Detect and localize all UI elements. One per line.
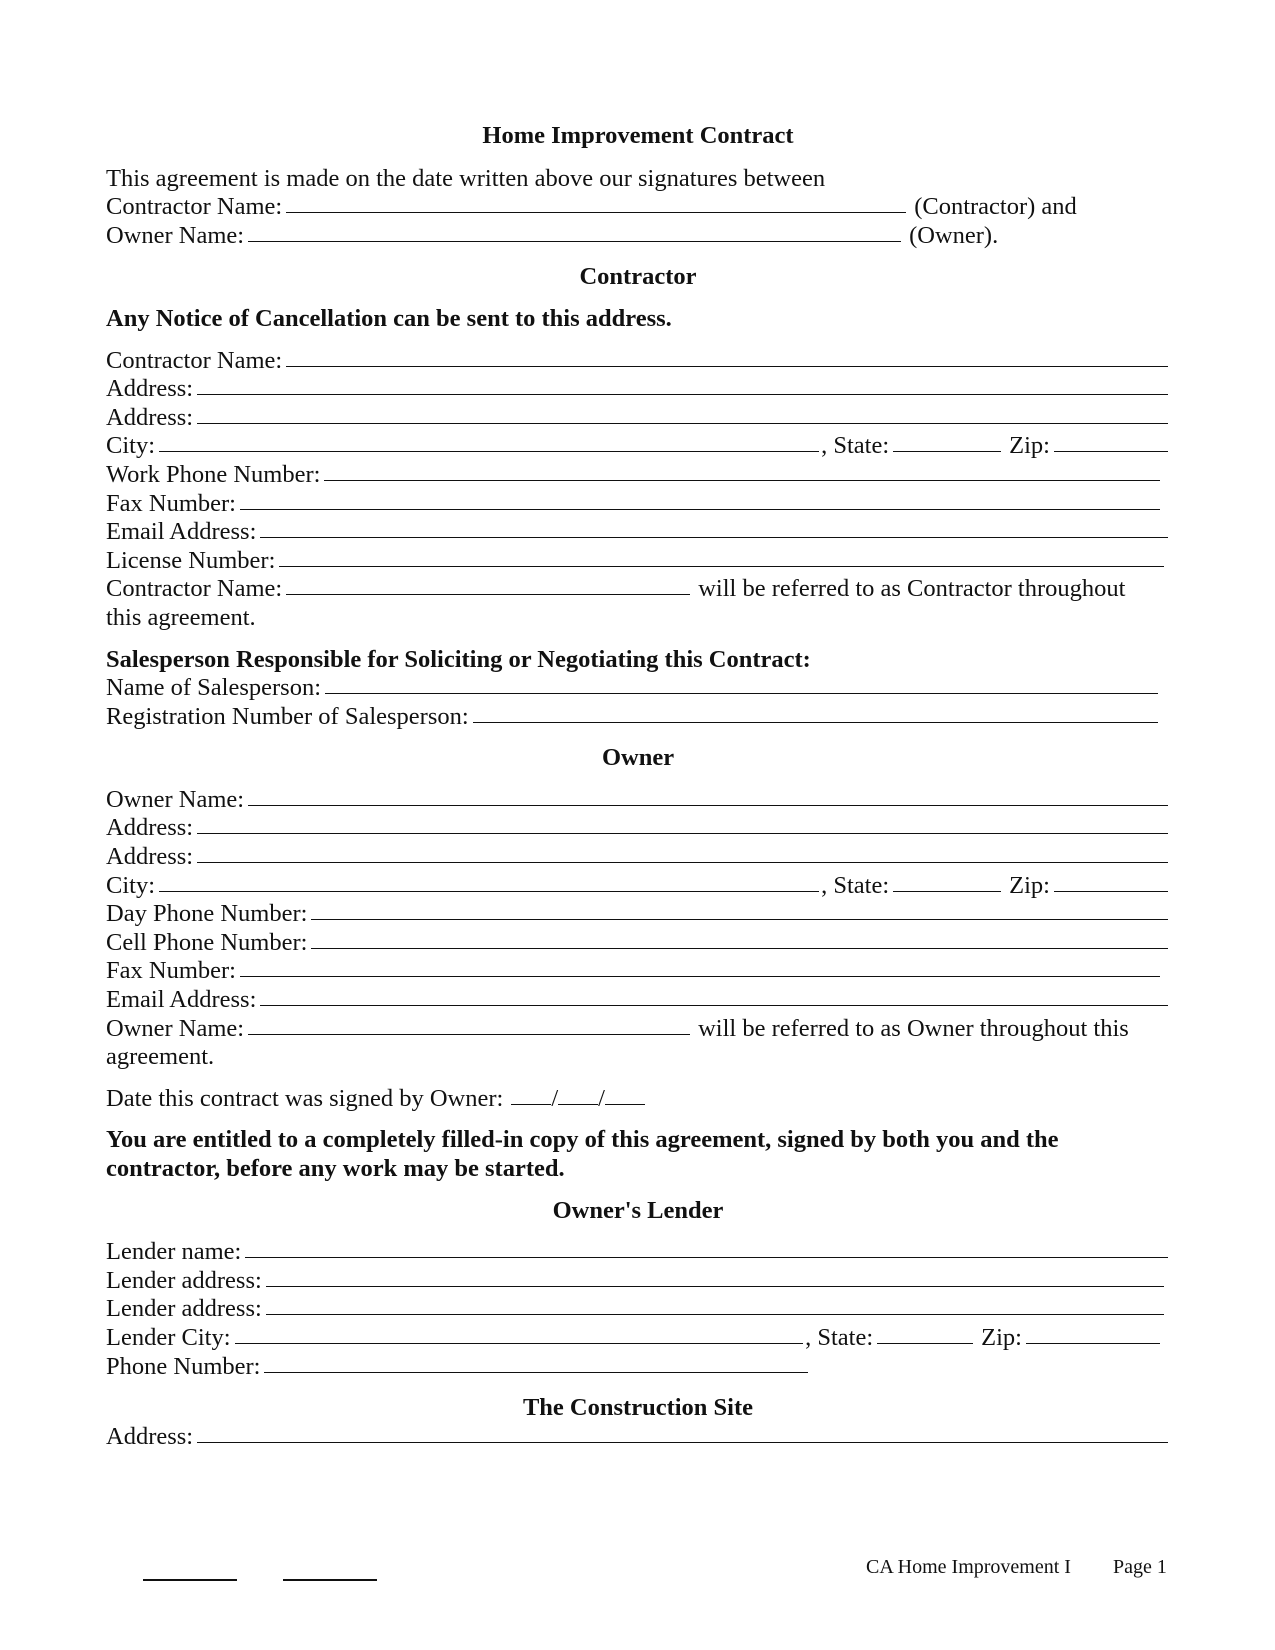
- intro-line: This agreement is made on the date written above our signatures between: [106, 164, 826, 192]
- contractor-referred-suffix: will be referred to as Contractor throughout: [698, 575, 1126, 603]
- owner-email-field[interactable]: [260, 985, 1168, 1006]
- owner-address2-row: [106, 843, 1170, 872]
- contractor-fax-row: [106, 490, 1170, 519]
- salesperson-registration-label: Registration Number of Salesperson:: [106, 702, 469, 730]
- intro-contractor-label: Contractor Name:: [106, 193, 283, 221]
- intro-owner-suffix: (Owner).: [909, 221, 999, 249]
- construction-site-address-field[interactable]: [197, 1422, 1168, 1443]
- owner-referred-name-field[interactable]: [248, 1014, 690, 1035]
- cancellation-notice: Any Notice of Cancellation can be sent to this address.: [106, 304, 672, 332]
- lender-address1-label: Lender address:: [106, 1266, 262, 1294]
- owner-referred-continuation: agreement.: [106, 1043, 215, 1071]
- contractor-fax-label: Fax Number:: [106, 489, 236, 517]
- lender-name-label: Lender name:: [106, 1238, 242, 1266]
- contractor-address2-label: Address:: [106, 403, 194, 431]
- contractor-license-field[interactable]: [279, 546, 1164, 567]
- entitlement-notice: You are entitled to a completely filled-in copy of this agreement, signed by both you and the contractor, before any work may be started.: [106, 1126, 1059, 1182]
- owner-city-row: [106, 872, 1170, 901]
- contractor-email-row: [106, 518, 1170, 547]
- owner-fax-field[interactable]: [240, 956, 1160, 977]
- lender-address2-row: [106, 1295, 1170, 1324]
- owner-zip-label: Zip:: [1009, 871, 1050, 899]
- date-slash-1: /: [551, 1084, 559, 1112]
- salesperson-heading: Salesperson Responsible for Soliciting or Negotiating this Contract:: [106, 645, 811, 673]
- contractor-referred-row: [106, 575, 1170, 604]
- initials-blank-1[interactable]: [143, 1579, 237, 1581]
- contractor-work-phone-label: Work Phone Number:: [106, 460, 321, 488]
- owner-state-label: , State:: [821, 871, 890, 899]
- lender-address1-row: [106, 1267, 1170, 1296]
- lender-address2-label: Lender address:: [106, 1295, 262, 1323]
- owner-cell-phone-field[interactable]: [311, 928, 1168, 949]
- intro-contractor-row: [106, 193, 1170, 222]
- contractor-heading: Contractor: [579, 263, 697, 291]
- construction-site-address-label: Address:: [106, 1422, 194, 1450]
- initials-blank-2[interactable]: [283, 1579, 377, 1581]
- construction-site-address-row: [106, 1423, 1170, 1452]
- owner-day-phone-field[interactable]: [311, 899, 1168, 920]
- contractor-name-row: [106, 347, 1170, 376]
- intro-contractor-suffix: (Contractor) and: [914, 193, 1077, 221]
- contractor-referred-label: Contractor Name:: [106, 575, 283, 603]
- contractor-name-label: Contractor Name:: [106, 346, 283, 374]
- contractor-state-label: , State:: [821, 432, 890, 460]
- contractor-address2-field[interactable]: [197, 403, 1168, 424]
- owner-address1-field[interactable]: [197, 813, 1168, 834]
- salesperson-registration-row: [106, 703, 1170, 732]
- lender-phone-field[interactable]: [264, 1352, 808, 1373]
- contractor-referred-name-field[interactable]: [286, 574, 690, 595]
- lender-city-row: [106, 1324, 1170, 1353]
- intro-contractor-name-field[interactable]: [286, 192, 906, 213]
- contractor-address2-row: [106, 404, 1170, 433]
- contractor-license-row: [106, 547, 1170, 576]
- date-slash-2: /: [598, 1084, 605, 1112]
- footer-document-name: CA Home Improvement I: [866, 1556, 1071, 1578]
- owner-city-label: City:: [106, 871, 156, 899]
- owner-address2-field[interactable]: [197, 842, 1168, 863]
- contractor-city-field[interactable]: [159, 431, 819, 452]
- owner-name-label: Owner Name:: [106, 785, 245, 813]
- contractor-city-row: [106, 432, 1170, 461]
- owner-zip-field[interactable]: [1054, 871, 1168, 892]
- owner-cell-phone-label: Cell Phone Number:: [106, 928, 308, 956]
- owner-referred-row: [106, 1015, 1170, 1044]
- lender-state-label: , State:: [805, 1323, 874, 1351]
- salesperson-name-label: Name of Salesperson:: [106, 674, 321, 702]
- owner-email-label: Email Address:: [106, 986, 257, 1014]
- owner-cell-phone-row: [106, 929, 1170, 958]
- contractor-address1-field[interactable]: [197, 374, 1168, 395]
- date-day-field[interactable]: [558, 1084, 598, 1105]
- date-signed-row: [106, 1085, 1170, 1114]
- lender-city-label: Lender City:: [106, 1323, 231, 1351]
- contractor-license-label: License Number:: [106, 546, 276, 574]
- salesperson-name-row: [106, 674, 1170, 703]
- lender-city-field[interactable]: [235, 1323, 804, 1344]
- lender-phone-label: Phone Number:: [106, 1352, 261, 1380]
- intro-owner-row: [106, 222, 1170, 251]
- date-signed-label: Date this contract was signed by Owner:: [106, 1084, 504, 1112]
- lender-name-field[interactable]: [245, 1237, 1168, 1258]
- owner-referred-suffix: will be referred to as Owner throughout this: [698, 1014, 1129, 1042]
- construction-site-heading: The Construction Site: [522, 1394, 754, 1422]
- lender-zip-field[interactable]: [1026, 1323, 1160, 1344]
- owner-address1-row: [106, 814, 1170, 843]
- owner-name-row: [106, 786, 1170, 815]
- contractor-zip-field[interactable]: [1054, 431, 1168, 452]
- document-title: Home Improvement Contract: [482, 122, 794, 149]
- owner-city-field[interactable]: [159, 871, 819, 892]
- contractor-email-field[interactable]: [260, 517, 1168, 538]
- contractor-city-label: City:: [106, 432, 156, 460]
- contractor-work-phone-row: [106, 461, 1170, 490]
- contractor-address1-row: [106, 375, 1170, 404]
- lender-name-row: [106, 1238, 1170, 1267]
- contractor-name-field[interactable]: [286, 346, 1168, 367]
- lender-address2-field[interactable]: [266, 1294, 1164, 1315]
- owner-day-phone-label: Day Phone Number:: [106, 900, 308, 928]
- owner-fax-label: Fax Number:: [106, 957, 236, 985]
- contractor-referred-continuation: this agreement.: [106, 603, 256, 631]
- owner-heading: Owner: [601, 744, 675, 772]
- salesperson-name-field[interactable]: [325, 673, 1158, 694]
- owner-email-row: [106, 986, 1170, 1015]
- contract-body: [106, 122, 1170, 1451]
- owner-state-field[interactable]: [893, 871, 1001, 892]
- intro-owner-label: Owner Name:: [106, 221, 245, 249]
- owner-referred-label: Owner Name:: [106, 1014, 245, 1042]
- owner-name-field[interactable]: [248, 785, 1168, 806]
- salesperson-registration-field[interactable]: [473, 702, 1158, 723]
- contractor-work-phone-field[interactable]: [324, 460, 1160, 481]
- contractor-address1-label: Address:: [106, 375, 194, 403]
- lender-address1-field[interactable]: [266, 1266, 1164, 1287]
- owner-address1-label: Address:: [106, 814, 194, 842]
- contractor-state-field[interactable]: [893, 431, 1001, 452]
- lender-phone-row: [106, 1353, 1170, 1382]
- owner-day-phone-row: [106, 900, 1170, 929]
- footer-page-number: Page 1: [1113, 1556, 1167, 1578]
- owner-fax-row: [106, 957, 1170, 986]
- intro-owner-name-field[interactable]: [248, 221, 901, 242]
- date-month-field[interactable]: [511, 1084, 551, 1105]
- contractor-zip-label: Zip:: [1009, 432, 1050, 460]
- date-year-field[interactable]: [605, 1084, 645, 1105]
- contractor-email-label: Email Address:: [106, 518, 257, 546]
- owner-address2-label: Address:: [106, 843, 194, 871]
- lender-zip-label: Zip:: [981, 1323, 1022, 1351]
- contractor-fax-field[interactable]: [240, 489, 1160, 510]
- lender-heading: Owner's Lender: [552, 1196, 724, 1224]
- lender-state-field[interactable]: [877, 1323, 973, 1344]
